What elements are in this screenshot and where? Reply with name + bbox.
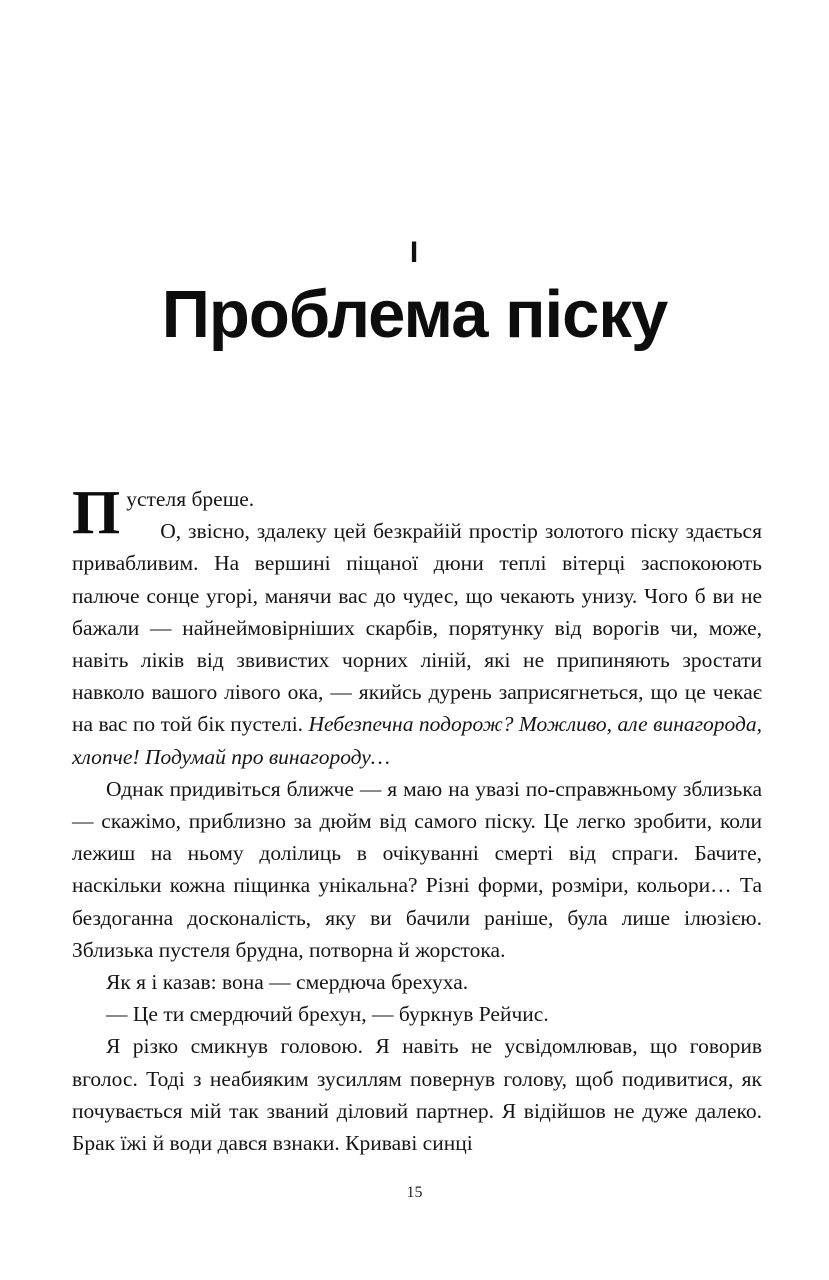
text-run: устеля бреше. <box>126 487 255 511</box>
chapter-title: Проблема піску <box>161 277 668 352</box>
chapter-number: I <box>409 236 420 269</box>
paragraph <box>72 998 762 1030</box>
italic-text: Небезпечна подорож? Можливо, але винагорода, хлопче! Подумай про винагороду… <box>72 712 762 769</box>
drop-cap: П <box>72 479 121 547</box>
body-text <box>72 479 762 1159</box>
paragraph <box>72 515 762 773</box>
paragraph <box>72 479 762 547</box>
page-number: 15 <box>406 1184 423 1201</box>
text-run: Я різко смикнув головою. Я навіть не усвідомлював, що говорив вголос. Тоді з неабияким зусиллям повернув голову, щоб подивитися, як почувається мій так званий діловий партнер. Я відійшов не дуже далеко. Брак їжі й води дався взнаки. Криваві синці <box>72 1034 762 1156</box>
paragraph <box>72 966 762 998</box>
text-run: Як я і казав: вона — смердюча брехуха. <box>106 970 469 995</box>
text-run: Однак придивіться ближче — я маю на увазі по-справжньому зблизька — скажімо, приблизно за дюйм від самого піску. Це легко зробити, коли лежиш на ньому долілиць в очікуванні смерті від спраги. Бачите, наскільки кожна піщинка унікальна? Різні форми, розміри, кольори… Та бездоганна досконалість, яку ви бачили раніше, була лише ілюзією. Зблизька пустеля брудна, потворна й жорстока. <box>72 776 762 962</box>
text-run: — Це ти смердючий брехун, — буркнув Рейчис. <box>106 1002 549 1027</box>
chapter-header <box>0 236 829 354</box>
text-run: О, звісно, здалеку цей безкрайій простір золотого піску здається привабливим. На вершині піщаної дюни теплі вітерці заспокоюють палюче сонце угорі, манячи вас до чудес, що чекають унизу. Чого б ви не бажали — найнеймовірніших скарбів, порятунку від ворогів чи, може, навіть ліків від звивистих чорних ліній, які не припиняють зростати навколо вашого лівого ока, — якийсь дурень заприсягнеться, що це чекає на вас по той бік пустелі. <box>72 519 762 737</box>
paragraph <box>72 1030 762 1159</box>
paragraph <box>72 773 762 966</box>
